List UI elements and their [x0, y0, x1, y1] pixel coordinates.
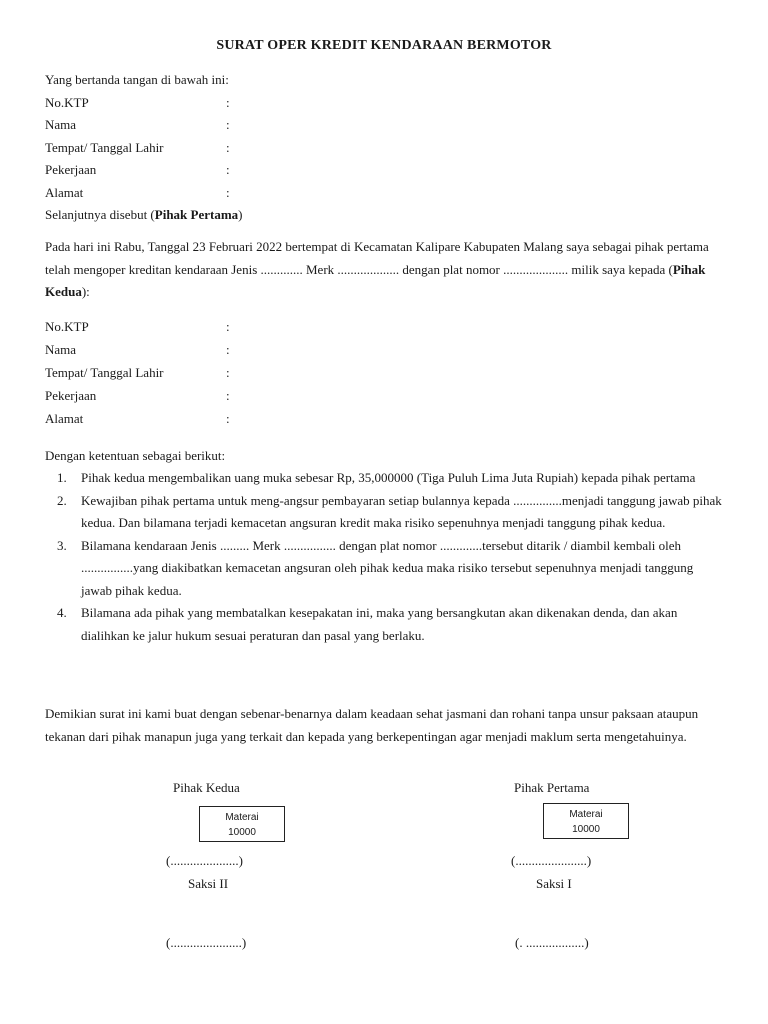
transfer-text: Pada hari ini Rabu, Tanggal 23 Februari 2022 bertempat di Kecamatan Kalipare Kabupaten Malang saya sebagai pihak pertama telah mengoper kreditan kendaraan Jenis ............. Merk ................... dengan plat nomor .................... milik saya kepada ( [45, 239, 709, 277]
party2-field-pekerjaan [45, 387, 230, 405]
party1-field-ktp [45, 94, 230, 112]
witness-title-saksi-i: Saksi I [536, 876, 572, 891]
party2-field-alamat [45, 410, 230, 428]
term-item [45, 467, 725, 490]
term-number: 3. [57, 537, 67, 553]
field-label: Tempat/ Tanggal Lahir [45, 365, 164, 380]
field-colon: : [226, 140, 230, 155]
witness-blank-saksi-i: (. ..................) [515, 935, 589, 950]
materai-value: 10000 [572, 824, 600, 835]
designation-name: Pihak Pertama [154, 207, 239, 222]
term-item [45, 602, 725, 647]
signature-title-pihak-kedua: Pihak Kedua [173, 780, 240, 795]
materai-value: 10000 [228, 827, 256, 838]
field-colon: : [226, 388, 230, 403]
signature-blank-pihak-pertama: (......................) [511, 853, 592, 868]
letter-title: SURAT OPER KREDIT KENDARAAN BERMOTOR [216, 38, 552, 53]
party2-designation: Pihak Kedua [45, 261, 706, 299]
party2-field-ktp [45, 318, 230, 336]
term-item [45, 535, 725, 603]
witness-title-saksi-ii: Saksi II [188, 876, 229, 891]
materai-stamp-left [199, 806, 285, 842]
field-label: Alamat [45, 185, 84, 200]
field-colon: : [226, 365, 230, 380]
field-label: Nama [45, 342, 77, 357]
witness-blank-saksi-ii: (......................) [166, 935, 247, 950]
party1-field-pekerjaan [45, 161, 230, 179]
intro-text: Yang bertanda tangan di bawah ini: [45, 72, 229, 87]
closing-paragraph: Demikian surat ini kami buat dengan sebenar-benarnya dalam keadaan sehat jasmani dan rohani tanpa unsur paksaan ataupun tekanan dari pihak manapun juga yang terkait dan kepada yang berkepentingan agar menjadi maklum serta mengetahuinya. [45, 706, 699, 744]
term-number: 2. [57, 492, 67, 508]
field-colon: : [226, 411, 230, 426]
party1-designation [45, 206, 243, 224]
party1-field-ttl [45, 139, 230, 157]
term-number: 4. [57, 605, 67, 620]
field-label: Alamat [45, 411, 84, 426]
field-colon: : [226, 342, 230, 357]
field-label: No.KTP [45, 319, 89, 334]
designation-suffix: ) [238, 207, 243, 222]
party2-field-nama [45, 341, 230, 359]
terms-intro: Dengan ketentuan sebagai berikut: [45, 448, 226, 463]
field-colon: : [226, 319, 230, 334]
signature-title-pihak-pertama: Pihak Pertama [514, 780, 590, 795]
term-number: 1. [57, 470, 67, 485]
transfer-paragraph [45, 236, 725, 304]
field-label: Nama [45, 117, 77, 132]
field-colon: : [226, 117, 230, 132]
term-item [45, 490, 725, 535]
field-label: Pekerjaan [45, 388, 97, 403]
field-label: Pekerjaan [45, 162, 97, 177]
party1-field-alamat [45, 184, 230, 202]
materai-label: Materai [225, 812, 259, 823]
party1-field-nama [45, 116, 230, 134]
materai-stamp-right [543, 803, 629, 839]
field-colon: : [226, 95, 230, 110]
term-text: Bilamana kendaraan Jenis ......... Merk ................ dengan plat nomor .............tersebut ditarik / diambil kembali oleh ................yang diakibatkan kemacetan angsuran oleh pihak kedua maka risiko tersebut sepenuhnya menjadi tanggung jawab pihak kedua. [81, 537, 694, 598]
term-text: Kewajiban pihak pertama untuk meng-angsur pembayaran setiap bulannya kepada ...............menjadi tanggung jawab pihak kedua. Dan bilamana terjadi kemacetan angsuran kredit maka risiko sepenuhnya menjadi tanggung pihak kedua. [81, 492, 722, 530]
field-label: No.KTP [45, 95, 89, 110]
term-text: Bilamana ada pihak yang membatalkan kesepakatan ini, maka yang bersangkutan akan dikenakan denda, dan akan dialihkan ke jalur hukum sesuai peraturan dan pasal yang berlaku. [81, 605, 678, 643]
term-text: Pihak kedua mengembalikan uang muka sebesar Rp, 35,000000 (Tiga Puluh Lima Juta Rupiah) kepada pihak pertama [81, 470, 696, 485]
materai-label: Materai [569, 809, 603, 820]
field-colon: : [226, 185, 230, 200]
transfer-text-end: ): [81, 284, 90, 299]
signature-blank-pihak-kedua: (.....................) [166, 853, 243, 868]
designation-prefix: Selanjutnya disebut ( [45, 207, 155, 222]
field-label: Tempat/ Tanggal Lahir [45, 140, 164, 155]
terms-list [45, 467, 725, 647]
party2-field-ttl [45, 364, 230, 382]
field-colon: : [226, 162, 230, 177]
